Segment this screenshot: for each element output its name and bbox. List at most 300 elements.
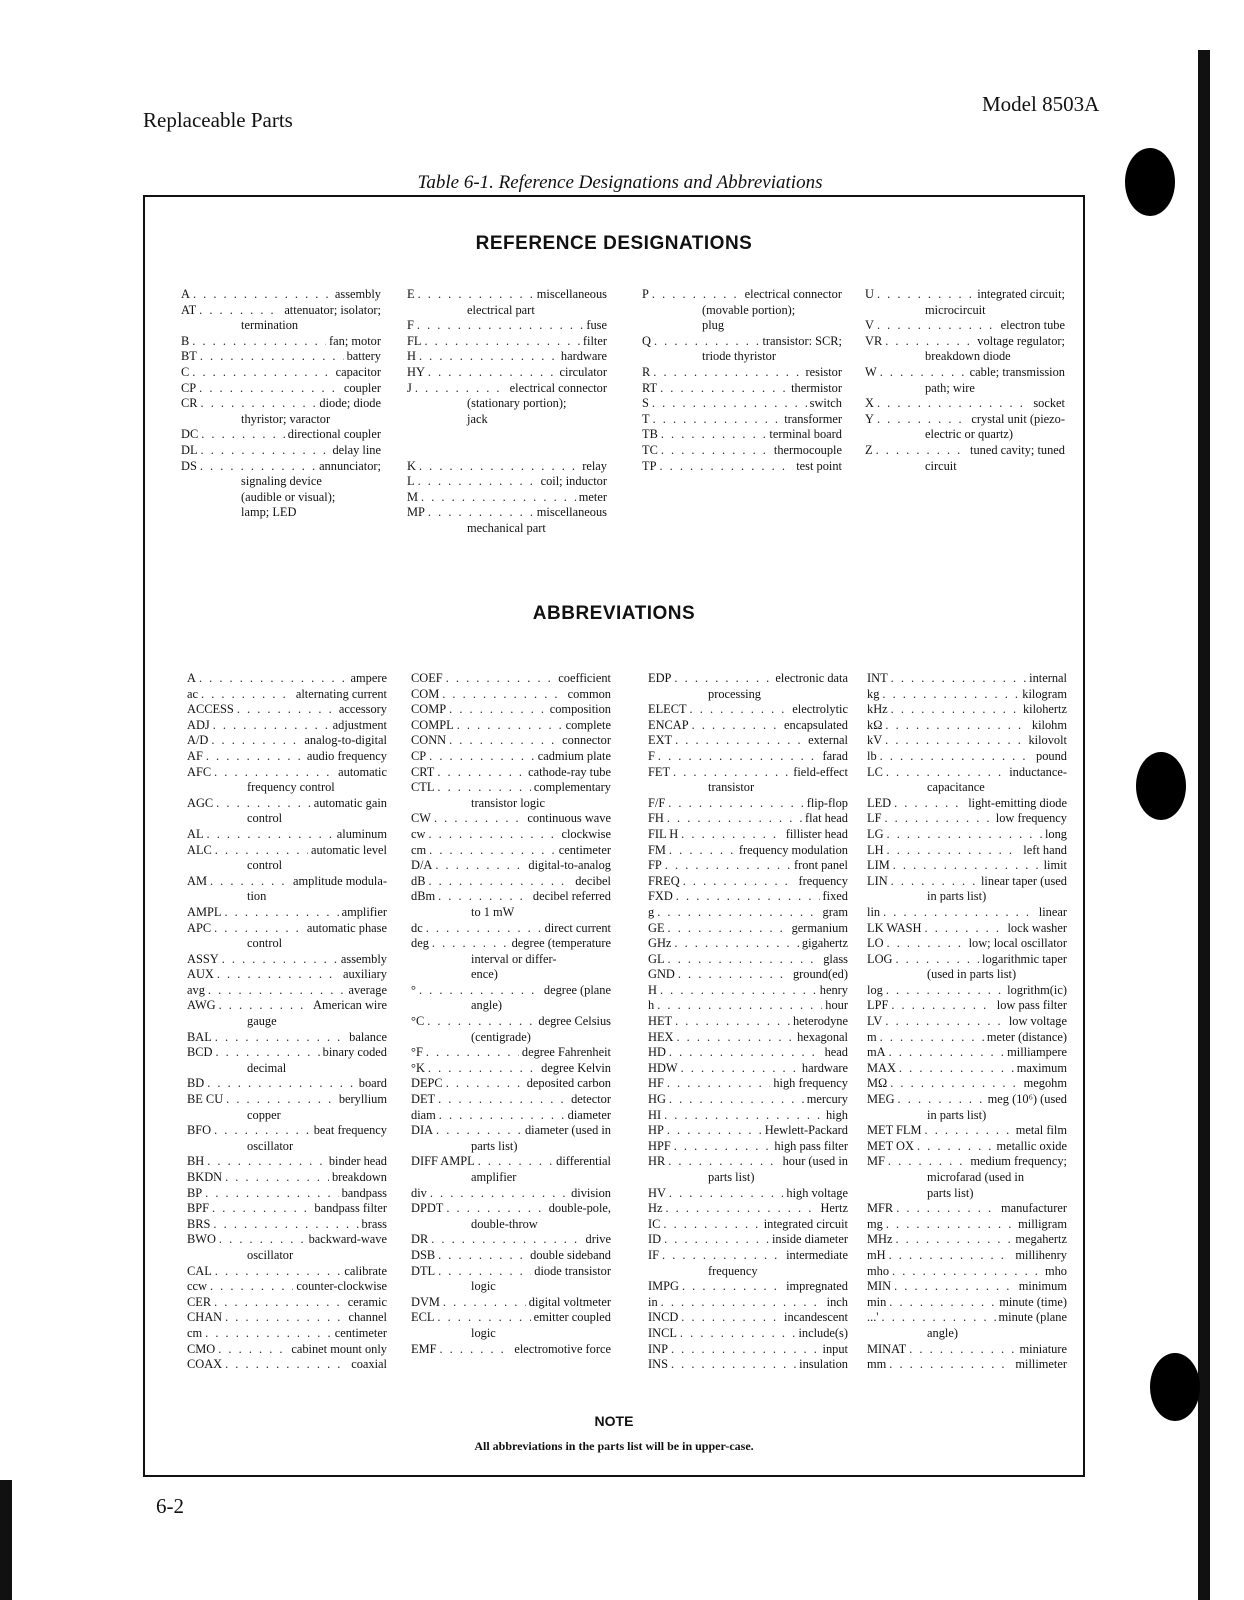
ref-code: CR <box>181 396 198 411</box>
ref-entry <box>407 318 607 334</box>
abbr-entry <box>187 1123 387 1154</box>
abbr-code: INT <box>867 671 888 685</box>
abbr-code: ECL <box>411 1310 435 1325</box>
abbr-entry <box>648 811 848 827</box>
abbr-meaning: minimum <box>1018 1279 1067 1294</box>
leader-dots <box>210 874 290 890</box>
ref-code: K <box>407 458 416 473</box>
leader-dots <box>225 1170 329 1186</box>
abbr-meaning-cont: parts list) <box>927 1185 974 1200</box>
abbr-column <box>867 671 1067 1373</box>
leader-dots <box>885 334 974 350</box>
abbr-code: HDW <box>648 1060 678 1075</box>
leader-dots <box>886 983 1004 999</box>
abbr-entry <box>867 1123 1067 1139</box>
abbr-code: CRT <box>411 764 435 779</box>
leader-dots <box>201 396 317 412</box>
leader-dots <box>437 780 531 796</box>
abbr-meaning: linear taper (used <box>980 873 1067 888</box>
ref-code: CP <box>181 380 197 395</box>
leader-dots <box>478 1154 553 1170</box>
abbr-meaning: diameter (used in <box>524 1123 611 1138</box>
leader-dots <box>449 733 559 749</box>
leader-dots <box>439 1342 511 1358</box>
abbr-meaning: average <box>348 982 387 997</box>
abbr-meaning: hour <box>825 998 848 1013</box>
abbr-meaning-cont: parts list) <box>471 1138 518 1153</box>
abbr-code: Hz <box>648 1201 663 1216</box>
abbr-code: div <box>411 1185 427 1200</box>
leader-dots <box>427 1014 535 1030</box>
abbr-entry <box>187 702 387 718</box>
leader-dots <box>891 998 993 1014</box>
leader-dots <box>665 858 791 874</box>
abbr-code: MHz <box>867 1232 893 1247</box>
ref-meaning-cont: jack <box>467 411 488 426</box>
abbr-entry <box>867 921 1067 937</box>
abbr-code: AM <box>187 873 207 888</box>
abbr-entry <box>411 811 611 827</box>
leader-dots <box>876 443 967 459</box>
leader-dots <box>886 765 1006 781</box>
abbr-meaning: detector <box>571 1092 611 1107</box>
abbr-meaning: digital-to-analog <box>528 858 611 873</box>
abbr-entry <box>648 1030 848 1046</box>
leader-dots <box>216 796 311 812</box>
ref-entry <box>181 443 381 459</box>
leader-dots <box>669 1045 822 1061</box>
abbr-entry <box>187 1201 387 1217</box>
abbr-entry <box>187 952 387 968</box>
abbr-code: ACCESS <box>187 702 234 717</box>
ref-meaning: thermistor <box>791 380 842 395</box>
abbr-code: GHz <box>648 936 672 951</box>
leader-dots <box>680 1326 796 1342</box>
abbr-entry <box>648 967 848 983</box>
ref-meaning: switch <box>809 396 842 411</box>
abbr-entry <box>187 718 387 734</box>
ref-entry <box>865 396 1065 412</box>
abbr-code: HD <box>648 1045 666 1060</box>
ref-meaning-cont: triode thyristor <box>702 349 776 364</box>
leader-dots <box>893 858 1041 874</box>
ref-meaning: attenuator; isolator; <box>284 302 381 317</box>
abbr-meaning: milligram <box>1018 1216 1067 1231</box>
leader-dots <box>925 921 1005 937</box>
abbr-meaning: electromotive force <box>514 1341 611 1356</box>
ref-entry <box>181 303 381 334</box>
abbr-entry <box>648 702 848 718</box>
leader-dots <box>199 671 348 687</box>
abbr-code: avg <box>187 982 205 997</box>
abbr-code: LF <box>867 811 882 826</box>
ref-meaning-cont: termination <box>241 318 299 333</box>
abbr-meaning: alternating current <box>295 686 387 701</box>
ref-code: AT <box>181 302 197 317</box>
abbr-meaning: fillister head <box>785 826 848 841</box>
ref-meaning: voltage regulator; <box>977 333 1065 348</box>
abbr-entry <box>648 827 848 843</box>
abbr-entry <box>648 718 848 734</box>
leader-dots <box>683 874 796 890</box>
leader-dots <box>887 843 1021 859</box>
leader-dots <box>681 1061 799 1077</box>
table-frame <box>143 195 1085 1477</box>
leader-dots <box>882 687 1019 703</box>
ref-meaning: assembly <box>334 287 381 301</box>
ref-code: M <box>407 489 419 504</box>
leader-dots <box>215 1045 319 1061</box>
abbr-entry <box>867 718 1067 734</box>
abbr-code: BP <box>187 1185 203 1200</box>
ref-entry <box>642 287 842 334</box>
abbr-meaning: include(s) <box>798 1325 848 1340</box>
abbr-meaning: limit <box>1043 858 1067 873</box>
leader-dots <box>661 1295 824 1311</box>
abbr-meaning-cont: control <box>247 858 283 873</box>
abbr-entry <box>648 1076 848 1092</box>
abbr-entry <box>187 1279 387 1295</box>
leader-dots <box>659 459 793 475</box>
abbr-meaning: balance <box>349 1029 387 1044</box>
abbr-code: AWG <box>187 998 216 1013</box>
leader-dots <box>226 1092 336 1108</box>
abbr-meaning: left hand <box>1023 842 1067 857</box>
leader-dots <box>418 474 538 490</box>
abbr-entry <box>867 1092 1067 1123</box>
abbr-meaning-cont: transistor logic <box>471 795 545 810</box>
leader-dots <box>652 396 807 412</box>
ref-code: FL <box>407 333 422 348</box>
leader-dots <box>877 396 1030 412</box>
ref-meaning: miscellaneous <box>536 287 607 301</box>
ref-entry <box>181 427 381 443</box>
leader-dots <box>877 287 974 303</box>
abbr-code: HG <box>648 1092 666 1107</box>
ref-meaning: crystal unit (piezo- <box>971 411 1065 426</box>
leader-dots <box>199 303 281 319</box>
abbr-entry <box>648 1108 848 1124</box>
abbr-meaning: assembly <box>340 951 387 966</box>
abbr-meaning: amplitude modula- <box>293 873 387 888</box>
ref-entry <box>642 443 842 459</box>
leader-dots <box>208 983 346 999</box>
abbr-code: CMO <box>187 1341 216 1356</box>
abbr-meaning: medium frequency; <box>970 1154 1067 1169</box>
leader-dots <box>667 1123 762 1139</box>
abbr-meaning: adjustment <box>332 717 387 732</box>
abbr-meaning: manufacturer <box>1000 1201 1067 1216</box>
abbr-code: FREQ <box>648 873 680 888</box>
abbr-meaning: centimeter <box>558 842 611 857</box>
abbr-code: kg <box>867 686 880 701</box>
ref-code: U <box>865 287 874 301</box>
abbr-entry <box>411 1076 611 1092</box>
leader-dots <box>428 1061 538 1077</box>
leader-dots <box>664 1108 823 1124</box>
abbr-entry <box>648 998 848 1014</box>
abbr-code: kV <box>867 733 883 748</box>
abbr-meaning: ground(ed) <box>792 967 848 982</box>
abbr-code: DR <box>411 1232 429 1247</box>
leader-dots <box>889 1045 1005 1061</box>
abbr-code: MET FLM <box>867 1123 922 1138</box>
ref-meaning: integrated circuit; <box>977 287 1065 301</box>
ref-entry <box>865 443 1065 474</box>
ref-code: V <box>865 318 874 333</box>
abbr-entry <box>648 843 848 859</box>
abbr-entry <box>867 1076 1067 1092</box>
leader-dots <box>671 1357 796 1373</box>
ref-meaning: diode; diode <box>319 396 381 411</box>
leader-dots <box>877 318 998 334</box>
abbr-entry <box>187 1170 387 1186</box>
abbr-entry <box>187 1030 387 1046</box>
ref-meaning: socket <box>1033 396 1065 411</box>
abbr-code: F <box>648 748 655 763</box>
abbr-code: IC <box>648 1216 661 1231</box>
model-number: Model 8503A <box>982 92 1100 116</box>
abbr-meaning: insulation <box>799 1357 848 1372</box>
leader-dots <box>663 1217 760 1233</box>
abbr-entry <box>187 1217 387 1233</box>
abbr-column <box>411 671 611 1357</box>
abbr-code: HF <box>648 1076 664 1091</box>
ref-entry <box>407 505 607 536</box>
ref-meaning-cont: plug <box>702 318 725 333</box>
abbr-entry <box>867 1217 1067 1233</box>
abbr-meaning: megohm <box>1023 1076 1067 1091</box>
abbr-meaning-cont: angle) <box>927 1325 958 1340</box>
abbr-code: FP <box>648 858 662 873</box>
abbr-meaning: degree Fahrenheit <box>521 1045 611 1060</box>
abbr-entry <box>867 1264 1067 1280</box>
ref-meaning-cont: microcircuit <box>925 302 986 317</box>
abbr-meaning: megahertz <box>1015 1232 1067 1247</box>
abbr-code: AMPL <box>187 904 222 919</box>
abbr-entry <box>648 1217 848 1233</box>
abbr-meaning: cathode-ray tube <box>528 764 611 779</box>
abbr-code: mho <box>867 1263 890 1278</box>
abbr-code: CONN <box>411 733 447 748</box>
ref-code: B <box>181 333 190 348</box>
ref-meaning: delay line <box>332 442 381 457</box>
leader-dots <box>891 671 1027 687</box>
abbr-code: LC <box>867 764 883 779</box>
leader-dots <box>215 1030 346 1046</box>
abbr-column <box>648 671 848 1373</box>
leader-dots <box>658 749 820 765</box>
abbr-entry <box>411 671 611 687</box>
abbr-entry <box>648 1201 848 1217</box>
abbr-meaning: degree (temperature <box>511 936 611 951</box>
ref-entry <box>642 427 842 443</box>
ref-meaning-cont: (movable portion); <box>702 302 796 317</box>
leader-dots <box>889 1357 1012 1373</box>
abbr-entry <box>867 749 1067 765</box>
abbr-code: DIA <box>411 1123 434 1138</box>
abbr-meaning: connector <box>562 733 611 748</box>
leader-dots <box>419 983 541 999</box>
abbr-meaning: integrated circuit <box>763 1216 848 1231</box>
abbr-meaning-cont: ence) <box>471 967 498 982</box>
abbr-meaning-cont: amplifier <box>471 1170 517 1184</box>
abbr-code: °C <box>411 1014 425 1029</box>
leader-dots <box>676 1030 794 1046</box>
abbr-code: m <box>867 1029 877 1044</box>
leader-dots <box>426 921 542 937</box>
ref-code: C <box>181 364 190 379</box>
abbr-meaning: impregnated <box>786 1279 848 1294</box>
ref-meaning: coupler <box>343 380 381 395</box>
leader-dots <box>653 365 802 381</box>
abbr-code: MIN <box>867 1279 892 1294</box>
abbr-entry <box>411 1248 611 1264</box>
abbr-code: INCD <box>648 1310 679 1325</box>
abbr-code: FIL H <box>648 826 679 841</box>
ref-meaning-cont: electric or quartz) <box>925 427 1014 442</box>
abbr-meaning: accessory <box>338 702 387 717</box>
abbr-entry <box>187 1186 387 1202</box>
abbr-entry <box>187 967 387 983</box>
abbr-entry <box>867 1139 1067 1155</box>
leader-dots <box>674 671 772 687</box>
abbr-meaning: pound <box>1036 748 1067 763</box>
leader-dots <box>661 427 767 443</box>
abbr-entry <box>648 1232 848 1248</box>
leader-dots <box>428 365 557 381</box>
abbr-code: CTL <box>411 780 435 795</box>
abbr-meaning-cont: double-throw <box>471 1216 538 1231</box>
abbr-code: ° <box>411 982 416 997</box>
ref-code: DL <box>181 442 198 457</box>
abbr-entry <box>867 905 1067 921</box>
abbr-entry <box>411 1123 611 1154</box>
abbr-entry <box>867 702 1067 718</box>
abbr-entry <box>411 936 611 983</box>
leader-dots <box>224 905 338 921</box>
note-title: NOTE <box>594 1413 634 1429</box>
ref-code: BT <box>181 349 197 364</box>
abbr-code: mH <box>867 1247 886 1262</box>
abbr-entry <box>187 1295 387 1311</box>
leader-dots <box>667 1076 770 1092</box>
abbr-code: ID <box>648 1232 662 1247</box>
leader-dots <box>430 1186 568 1202</box>
abbr-meaning-cont: to 1 mW <box>471 904 515 919</box>
ref-code: E <box>407 287 415 301</box>
abbr-meaning: automatic level <box>310 842 387 857</box>
abbr-code: MFR <box>867 1201 894 1216</box>
abbr-meaning: metal film <box>1015 1123 1067 1138</box>
abbr-column <box>187 671 387 1373</box>
abbr-code: AF <box>187 748 203 763</box>
ref-entry <box>407 365 607 381</box>
leader-dots <box>681 827 783 843</box>
leader-dots <box>885 1014 1005 1030</box>
leader-dots <box>457 718 563 734</box>
ref-code: J <box>407 380 412 395</box>
abbr-entry <box>411 1092 611 1108</box>
ref-entry <box>642 396 842 412</box>
abbr-entry <box>867 1295 1067 1311</box>
abbr-entry <box>187 1326 387 1342</box>
abbr-code: HI <box>648 1107 662 1122</box>
leader-dots <box>432 936 509 952</box>
abbr-meaning: board <box>358 1076 387 1091</box>
abbr-meaning: henry <box>819 982 848 997</box>
leader-dots <box>418 287 534 303</box>
abbr-code: CW <box>411 811 431 826</box>
abbr-code: mg <box>867 1216 883 1231</box>
abbr-entry <box>187 1232 387 1263</box>
leader-dots <box>877 412 968 428</box>
leader-dots <box>428 874 572 890</box>
abbr-entry <box>648 952 848 968</box>
ref-entry <box>181 396 381 427</box>
abbr-code: °K <box>411 1060 425 1075</box>
abbr-entry <box>411 858 611 874</box>
leader-dots <box>438 1248 527 1264</box>
abbr-code: ac <box>187 686 198 701</box>
abbr-meaning: audio frequency <box>306 748 387 763</box>
abbr-entry <box>187 1092 387 1123</box>
leader-dots <box>431 1232 582 1248</box>
leader-dots <box>207 827 334 843</box>
abbr-meaning: counter-clockwise <box>296 1279 387 1294</box>
ref-column <box>407 287 607 537</box>
note-text: All abbreviations in the parts list will be in upper-case. <box>474 1439 754 1453</box>
leader-dots <box>237 702 336 718</box>
abbr-code: INCL <box>648 1325 677 1340</box>
abbr-meaning: external <box>808 733 848 748</box>
abbr-meaning: high frequency <box>773 1076 848 1091</box>
abbr-entry <box>187 1310 387 1326</box>
abbr-meaning-cont: (centigrade) <box>471 1029 531 1044</box>
abbr-code: LPF <box>867 998 889 1013</box>
abbr-code: MINAT <box>867 1341 907 1356</box>
abbr-code: BCD <box>187 1045 213 1060</box>
abbr-meaning: hour (used in <box>782 1154 848 1169</box>
abbr-code: dB <box>411 873 426 888</box>
abbr-meaning: diode transistor <box>534 1263 611 1278</box>
ref-code: TC <box>642 442 658 457</box>
leader-dots <box>193 287 332 303</box>
ref-entry <box>865 334 1065 365</box>
ref-meaning-cont: (audible or visual); <box>241 489 336 504</box>
leader-dots <box>899 1061 1014 1077</box>
ref-entry <box>407 443 607 459</box>
abbr-entry <box>187 1045 387 1076</box>
abbr-code: MEG <box>867 1092 895 1107</box>
leader-dots <box>887 827 1042 843</box>
abbr-meaning: electronic data <box>775 671 848 685</box>
abbr-meaning: backward-wave <box>308 1232 387 1247</box>
abbr-code: FM <box>648 842 666 857</box>
abbr-code: A/D <box>187 733 209 748</box>
ref-entry <box>181 459 381 521</box>
ref-meaning: tuned cavity; tuned <box>970 442 1065 457</box>
abbr-code: COMP <box>411 702 447 717</box>
leader-dots <box>434 811 524 827</box>
abbr-meaning: mercury <box>806 1092 848 1107</box>
abbr-meaning: binary coded <box>322 1045 387 1060</box>
leader-dots <box>675 733 805 749</box>
ref-entry <box>181 334 381 350</box>
leader-dots <box>211 733 301 749</box>
abbr-meaning-cont: logic <box>471 1325 496 1340</box>
ref-code: RT <box>642 380 658 395</box>
